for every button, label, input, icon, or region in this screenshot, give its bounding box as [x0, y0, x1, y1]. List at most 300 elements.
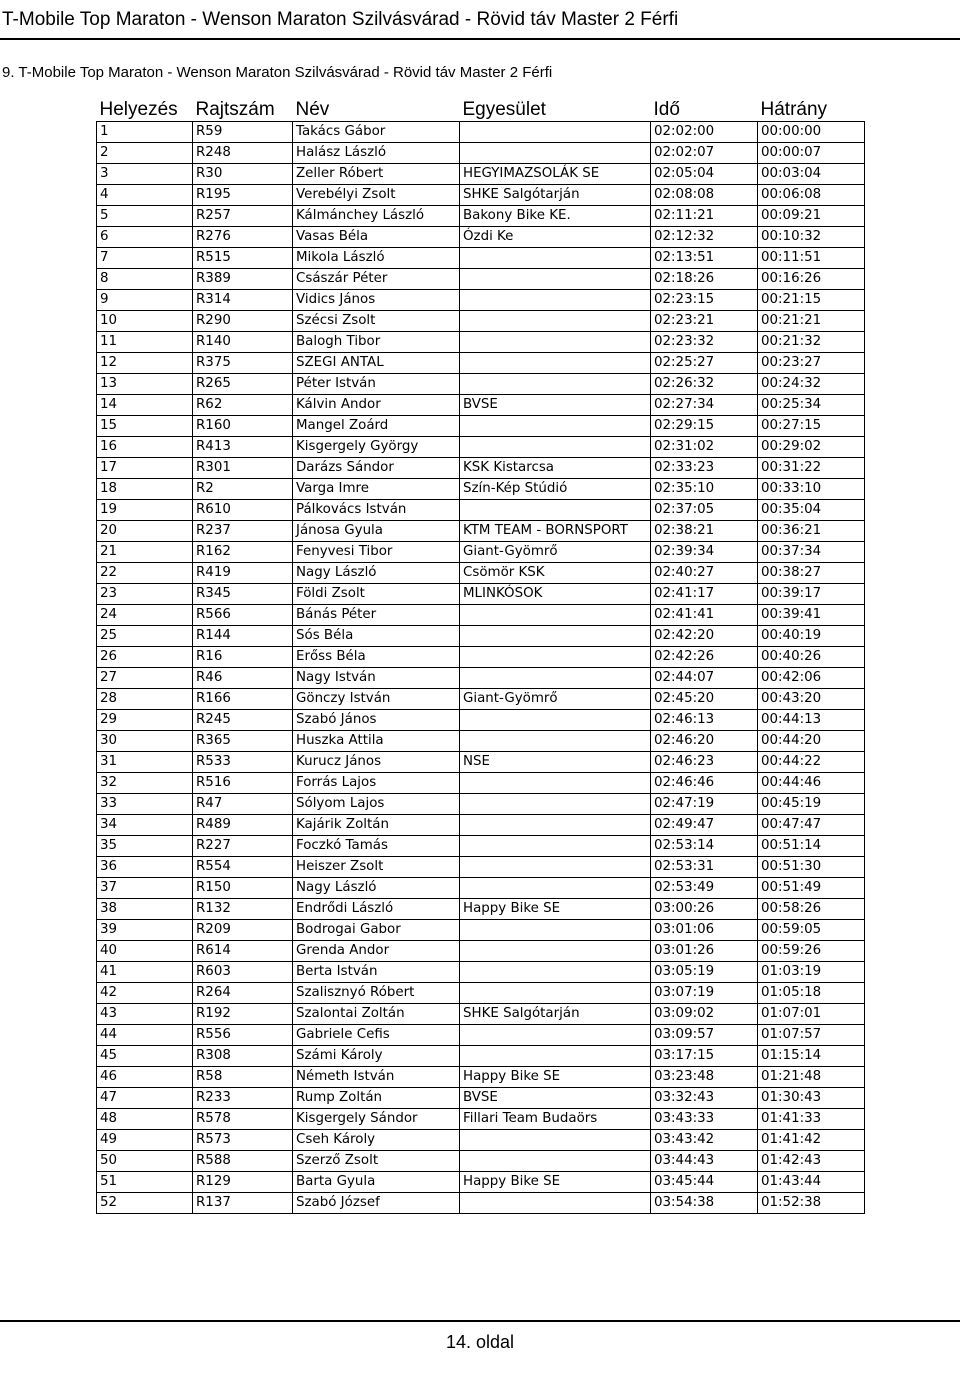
- cell-placement: 24: [97, 605, 193, 626]
- cell-club: [460, 332, 651, 353]
- cell-gap: 01:07:01: [758, 1004, 865, 1025]
- cell-bib-number: R257: [193, 206, 293, 227]
- cell-club: [460, 353, 651, 374]
- cell-placement: 2: [97, 143, 193, 164]
- cell-club: [460, 941, 651, 962]
- page-number: 14. oldal: [445, 1332, 515, 1352]
- cell-gap: 01:41:33: [758, 1109, 865, 1130]
- cell-club: [460, 668, 651, 689]
- cell-time: 03:00:26: [651, 899, 758, 920]
- cell-time: 02:46:23: [651, 752, 758, 773]
- table-row: [97, 1088, 865, 1109]
- cell-name: Bodrogai Gabor: [293, 920, 460, 941]
- cell-gap: 00:00:00: [758, 122, 865, 143]
- cell-time: 02:46:13: [651, 710, 758, 731]
- cell-name: Nagy László: [293, 878, 460, 899]
- cell-club: [460, 122, 651, 143]
- table-row: [97, 710, 865, 731]
- cell-club: [460, 500, 651, 521]
- cell-gap: 00:51:49: [758, 878, 865, 899]
- table-row: [97, 1025, 865, 1046]
- cell-name: Vidics János: [293, 290, 460, 311]
- cell-bib-number: R227: [193, 836, 293, 857]
- cell-name: Nagy László: [293, 563, 460, 584]
- cell-bib-number: R413: [193, 437, 293, 458]
- results-table-header: [97, 99, 865, 122]
- cell-club: [460, 437, 651, 458]
- cell-bib-number: R30: [193, 164, 293, 185]
- cell-bib-number: R132: [193, 899, 293, 920]
- table-row: [97, 1067, 865, 1088]
- cell-gap: 00:29:02: [758, 437, 865, 458]
- cell-club: Csömör KSK: [460, 563, 651, 584]
- cell-bib-number: R192: [193, 1004, 293, 1025]
- cell-name: Takács Gábor: [293, 122, 460, 143]
- table-row: [97, 668, 865, 689]
- header-divider: [0, 38, 960, 40]
- cell-placement: 8: [97, 269, 193, 290]
- cell-club: Ózdi Ke: [460, 227, 651, 248]
- column-header-placement: Helyezés: [99, 99, 178, 120]
- cell-placement: 15: [97, 416, 193, 437]
- cell-placement: 30: [97, 731, 193, 752]
- table-row: [97, 458, 865, 479]
- cell-name: Zeller Róbert: [293, 164, 460, 185]
- cell-name: Mangel Zoárd: [293, 416, 460, 437]
- cell-name: Gabriele Cefis: [293, 1025, 460, 1046]
- table-row: [97, 1193, 865, 1214]
- cell-club: [460, 647, 651, 668]
- table-row: [97, 815, 865, 836]
- cell-name: Szalontai Zoltán: [293, 1004, 460, 1025]
- cell-gap: 00:23:27: [758, 353, 865, 374]
- cell-club: [460, 731, 651, 752]
- cell-bib-number: R308: [193, 1046, 293, 1067]
- cell-club: [460, 311, 651, 332]
- cell-time: 02:26:32: [651, 374, 758, 395]
- cell-placement: 14: [97, 395, 193, 416]
- cell-time: 03:44:43: [651, 1151, 758, 1172]
- column-header-bib-number: Rajtszám: [195, 99, 275, 120]
- cell-gap: 00:25:34: [758, 395, 865, 416]
- cell-name: Mikola László: [293, 248, 460, 269]
- cell-time: 02:27:34: [651, 395, 758, 416]
- table-row: [97, 479, 865, 500]
- table-row: [97, 647, 865, 668]
- cell-time: 03:54:38: [651, 1193, 758, 1214]
- cell-bib-number: R166: [193, 689, 293, 710]
- cell-gap: 00:39:41: [758, 605, 865, 626]
- cell-gap: 00:44:13: [758, 710, 865, 731]
- results-table: [96, 99, 865, 1214]
- cell-gap: 01:43:44: [758, 1172, 865, 1193]
- cell-gap: 01:30:43: [758, 1088, 865, 1109]
- cell-club: [460, 1151, 651, 1172]
- cell-bib-number: R573: [193, 1130, 293, 1151]
- cell-name: Fenyvesi Tibor: [293, 542, 460, 563]
- column-header-name: Név: [295, 99, 330, 120]
- cell-gap: 01:41:42: [758, 1130, 865, 1151]
- column-header-time: Idő: [653, 99, 680, 120]
- cell-time: 02:42:26: [651, 647, 758, 668]
- cell-club: [460, 143, 651, 164]
- cell-bib-number: R58: [193, 1067, 293, 1088]
- cell-name: Szécsi Zsolt: [293, 311, 460, 332]
- cell-placement: 26: [97, 647, 193, 668]
- cell-club: [460, 626, 651, 647]
- cell-time: 03:09:02: [651, 1004, 758, 1025]
- page-header-title: T-Mobile Top Maraton - Wenson Maraton Szilvásvárad - Rövid táv Master 2 Férfi: [2, 9, 679, 30]
- cell-name: Péter István: [293, 374, 460, 395]
- cell-placement: 38: [97, 899, 193, 920]
- cell-gap: 00:44:46: [758, 773, 865, 794]
- table-row: [97, 437, 865, 458]
- cell-bib-number: R276: [193, 227, 293, 248]
- cell-name: Németh István: [293, 1067, 460, 1088]
- cell-time: 02:42:20: [651, 626, 758, 647]
- cell-bib-number: R195: [193, 185, 293, 206]
- cell-placement: 6: [97, 227, 193, 248]
- table-row: [97, 941, 865, 962]
- cell-gap: 00:06:08: [758, 185, 865, 206]
- cell-bib-number: R264: [193, 983, 293, 1004]
- table-row: [97, 248, 865, 269]
- cell-bib-number: R265: [193, 374, 293, 395]
- cell-club: [460, 1046, 651, 1067]
- cell-name: Cseh Károly: [293, 1130, 460, 1151]
- cell-placement: 41: [97, 962, 193, 983]
- cell-time: 02:02:00: [651, 122, 758, 143]
- cell-club: Happy Bike SE: [460, 1067, 651, 1088]
- cell-bib-number: R248: [193, 143, 293, 164]
- cell-placement: 45: [97, 1046, 193, 1067]
- cell-bib-number: R301: [193, 458, 293, 479]
- cell-time: 02:13:51: [651, 248, 758, 269]
- cell-name: Foczkó Tamás: [293, 836, 460, 857]
- cell-bib-number: R610: [193, 500, 293, 521]
- cell-club: [460, 857, 651, 878]
- cell-bib-number: R47: [193, 794, 293, 815]
- table-row: [97, 332, 865, 353]
- column-header-gap: Hátrány: [760, 99, 828, 120]
- cell-bib-number: R489: [193, 815, 293, 836]
- cell-bib-number: R419: [193, 563, 293, 584]
- cell-placement: 49: [97, 1130, 193, 1151]
- cell-bib-number: R2: [193, 479, 293, 500]
- cell-gap: 00:40:26: [758, 647, 865, 668]
- cell-name: SZEGI ANTAL: [293, 353, 460, 374]
- cell-club: [460, 962, 651, 983]
- cell-gap: 00:51:30: [758, 857, 865, 878]
- cell-time: 02:11:21: [651, 206, 758, 227]
- cell-club: NSE: [460, 752, 651, 773]
- cell-bib-number: R233: [193, 1088, 293, 1109]
- table-row: [97, 1172, 865, 1193]
- cell-placement: 37: [97, 878, 193, 899]
- cell-placement: 22: [97, 563, 193, 584]
- table-row: [97, 689, 865, 710]
- cell-time: 02:23:32: [651, 332, 758, 353]
- table-row: [97, 185, 865, 206]
- cell-bib-number: R162: [193, 542, 293, 563]
- cell-gap: 00:58:26: [758, 899, 865, 920]
- cell-gap: 00:03:04: [758, 164, 865, 185]
- cell-placement: 39: [97, 920, 193, 941]
- cell-name: Halász László: [293, 143, 460, 164]
- table-row: [97, 1109, 865, 1130]
- cell-bib-number: R46: [193, 668, 293, 689]
- cell-bib-number: R62: [193, 395, 293, 416]
- table-row: [97, 731, 865, 752]
- table-row: [97, 899, 865, 920]
- table-row: [97, 920, 865, 941]
- cell-club: [460, 1025, 651, 1046]
- table-row: [97, 794, 865, 815]
- cell-name: Kálvin Andor: [293, 395, 460, 416]
- cell-name: Rump Zoltán: [293, 1088, 460, 1109]
- cell-name: Nagy István: [293, 668, 460, 689]
- cell-gap: 00:38:27: [758, 563, 865, 584]
- cell-placement: 3: [97, 164, 193, 185]
- cell-gap: 01:15:14: [758, 1046, 865, 1067]
- table-row: [97, 269, 865, 290]
- cell-bib-number: R290: [193, 311, 293, 332]
- cell-club: [460, 1130, 651, 1151]
- cell-name: Bánás Péter: [293, 605, 460, 626]
- cell-club: KTM TEAM - BORNSPORT: [460, 521, 651, 542]
- cell-bib-number: R375: [193, 353, 293, 374]
- cell-club: [460, 605, 651, 626]
- cell-placement: 7: [97, 248, 193, 269]
- cell-bib-number: R614: [193, 941, 293, 962]
- table-row: [97, 311, 865, 332]
- cell-club: [460, 269, 651, 290]
- cell-bib-number: R150: [193, 878, 293, 899]
- cell-placement: 20: [97, 521, 193, 542]
- cell-name: Szerző Zsolt: [293, 1151, 460, 1172]
- table-row: [97, 521, 865, 542]
- cell-gap: 00:43:20: [758, 689, 865, 710]
- cell-placement: 18: [97, 479, 193, 500]
- cell-gap: 01:52:38: [758, 1193, 865, 1214]
- cell-placement: 12: [97, 353, 193, 374]
- cell-club: Happy Bike SE: [460, 1172, 651, 1193]
- cell-name: Császár Péter: [293, 269, 460, 290]
- cell-name: Forrás Lajos: [293, 773, 460, 794]
- column-header-club: Egyesület: [462, 99, 546, 120]
- cell-bib-number: R144: [193, 626, 293, 647]
- cell-club: MLINKÓSOK: [460, 584, 651, 605]
- table-row: [97, 584, 865, 605]
- cell-placement: 10: [97, 311, 193, 332]
- cell-time: 03:01:06: [651, 920, 758, 941]
- cell-gap: 00:51:14: [758, 836, 865, 857]
- table-row: [97, 374, 865, 395]
- cell-bib-number: R209: [193, 920, 293, 941]
- cell-time: 02:47:19: [651, 794, 758, 815]
- cell-gap: 00:31:22: [758, 458, 865, 479]
- cell-placement: 19: [97, 500, 193, 521]
- table-row: [97, 563, 865, 584]
- cell-placement: 36: [97, 857, 193, 878]
- cell-gap: 00:39:17: [758, 584, 865, 605]
- cell-time: 02:02:07: [651, 143, 758, 164]
- cell-placement: 1: [97, 122, 193, 143]
- cell-bib-number: R314: [193, 290, 293, 311]
- cell-bib-number: R556: [193, 1025, 293, 1046]
- table-row: [97, 1046, 865, 1067]
- cell-bib-number: R345: [193, 584, 293, 605]
- cell-time: 02:39:34: [651, 542, 758, 563]
- cell-club: [460, 794, 651, 815]
- cell-time: 03:23:48: [651, 1067, 758, 1088]
- cell-gap: 01:21:48: [758, 1067, 865, 1088]
- cell-club: [460, 1193, 651, 1214]
- cell-gap: 00:35:04: [758, 500, 865, 521]
- cell-placement: 43: [97, 1004, 193, 1025]
- cell-time: 02:31:02: [651, 437, 758, 458]
- cell-bib-number: R160: [193, 416, 293, 437]
- cell-placement: 33: [97, 794, 193, 815]
- table-row: [97, 122, 865, 143]
- cell-time: 03:07:19: [651, 983, 758, 1004]
- cell-bib-number: R237: [193, 521, 293, 542]
- cell-name: Huszka Attila: [293, 731, 460, 752]
- cell-name: Varga Imre: [293, 479, 460, 500]
- table-row: [97, 752, 865, 773]
- cell-time: 03:32:43: [651, 1088, 758, 1109]
- cell-name: Kisgergely Sándor: [293, 1109, 460, 1130]
- cell-gap: 00:44:22: [758, 752, 865, 773]
- table-row: [97, 542, 865, 563]
- cell-club: SHKE Salgótarján: [460, 1004, 651, 1025]
- cell-club: [460, 248, 651, 269]
- table-row: [97, 1151, 865, 1172]
- cell-bib-number: R16: [193, 647, 293, 668]
- cell-placement: 44: [97, 1025, 193, 1046]
- cell-placement: 17: [97, 458, 193, 479]
- cell-name: Pálkovács István: [293, 500, 460, 521]
- cell-placement: 32: [97, 773, 193, 794]
- cell-placement: 50: [97, 1151, 193, 1172]
- cell-club: Bakony Bike KE.: [460, 206, 651, 227]
- cell-bib-number: R365: [193, 731, 293, 752]
- table-row: [97, 857, 865, 878]
- cell-gap: 01:07:57: [758, 1025, 865, 1046]
- cell-gap: 00:59:05: [758, 920, 865, 941]
- cell-placement: 13: [97, 374, 193, 395]
- table-row: [97, 206, 865, 227]
- cell-time: 02:38:21: [651, 521, 758, 542]
- cell-time: 02:35:10: [651, 479, 758, 500]
- cell-club: Giant-Gyömrő: [460, 689, 651, 710]
- cell-gap: 00:47:47: [758, 815, 865, 836]
- cell-time: 02:53:14: [651, 836, 758, 857]
- table-row: [97, 962, 865, 983]
- cell-time: 02:41:17: [651, 584, 758, 605]
- cell-gap: 01:42:43: [758, 1151, 865, 1172]
- cell-bib-number: R59: [193, 122, 293, 143]
- cell-name: Balogh Tibor: [293, 332, 460, 353]
- table-row: [97, 1004, 865, 1025]
- table-row: [97, 227, 865, 248]
- cell-gap: 00:33:10: [758, 479, 865, 500]
- cell-club: SHKE Salgótarján: [460, 185, 651, 206]
- cell-name: Kálmánchey László: [293, 206, 460, 227]
- cell-name: Földi Zsolt: [293, 584, 460, 605]
- cell-time: 02:29:15: [651, 416, 758, 437]
- cell-placement: 27: [97, 668, 193, 689]
- cell-gap: 00:42:06: [758, 668, 865, 689]
- cell-placement: 5: [97, 206, 193, 227]
- table-row: [97, 878, 865, 899]
- cell-club: [460, 374, 651, 395]
- cell-bib-number: R588: [193, 1151, 293, 1172]
- cell-gap: 00:59:26: [758, 941, 865, 962]
- cell-bib-number: R603: [193, 962, 293, 983]
- table-row: [97, 500, 865, 521]
- cell-name: Kisgergely György: [293, 437, 460, 458]
- header-row: [97, 99, 865, 122]
- cell-name: Kurucz János: [293, 752, 460, 773]
- cell-name: Barta Gyula: [293, 1172, 460, 1193]
- cell-placement: 35: [97, 836, 193, 857]
- cell-time: 02:45:20: [651, 689, 758, 710]
- cell-placement: 48: [97, 1109, 193, 1130]
- cell-club: Happy Bike SE: [460, 899, 651, 920]
- cell-time: 03:05:19: [651, 962, 758, 983]
- cell-name: Szalisznyó Róbert: [293, 983, 460, 1004]
- cell-time: 02:25:27: [651, 353, 758, 374]
- cell-club: KSK Kistarcsa: [460, 458, 651, 479]
- cell-gap: 00:44:20: [758, 731, 865, 752]
- cell-time: 02:33:23: [651, 458, 758, 479]
- cell-time: 02:23:15: [651, 290, 758, 311]
- cell-time: 03:45:44: [651, 1172, 758, 1193]
- cell-gap: 00:11:51: [758, 248, 865, 269]
- cell-gap: 00:09:21: [758, 206, 865, 227]
- table-row: [97, 626, 865, 647]
- cell-name: Jánosa Gyula: [293, 521, 460, 542]
- cell-club: [460, 878, 651, 899]
- cell-name: Verebélyi Zsolt: [293, 185, 460, 206]
- cell-name: Szabó József: [293, 1193, 460, 1214]
- cell-time: 02:53:31: [651, 857, 758, 878]
- cell-bib-number: R515: [193, 248, 293, 269]
- cell-name: Gönczy István: [293, 689, 460, 710]
- table-row: [97, 773, 865, 794]
- cell-placement: 11: [97, 332, 193, 353]
- cell-name: Grenda Andor: [293, 941, 460, 962]
- cell-placement: 28: [97, 689, 193, 710]
- cell-name: Számi Károly: [293, 1046, 460, 1067]
- cell-bib-number: R566: [193, 605, 293, 626]
- cell-club: [460, 773, 651, 794]
- cell-name: Szabó János: [293, 710, 460, 731]
- cell-time: 02:05:04: [651, 164, 758, 185]
- cell-time: 03:43:33: [651, 1109, 758, 1130]
- cell-club: Fillari Team Budaörs: [460, 1109, 651, 1130]
- cell-placement: 31: [97, 752, 193, 773]
- cell-placement: 21: [97, 542, 193, 563]
- cell-club: [460, 836, 651, 857]
- cell-placement: 40: [97, 941, 193, 962]
- cell-time: 02:37:05: [651, 500, 758, 521]
- cell-club: [460, 416, 651, 437]
- cell-gap: 00:21:32: [758, 332, 865, 353]
- cell-gap: 00:40:19: [758, 626, 865, 647]
- cell-bib-number: R137: [193, 1193, 293, 1214]
